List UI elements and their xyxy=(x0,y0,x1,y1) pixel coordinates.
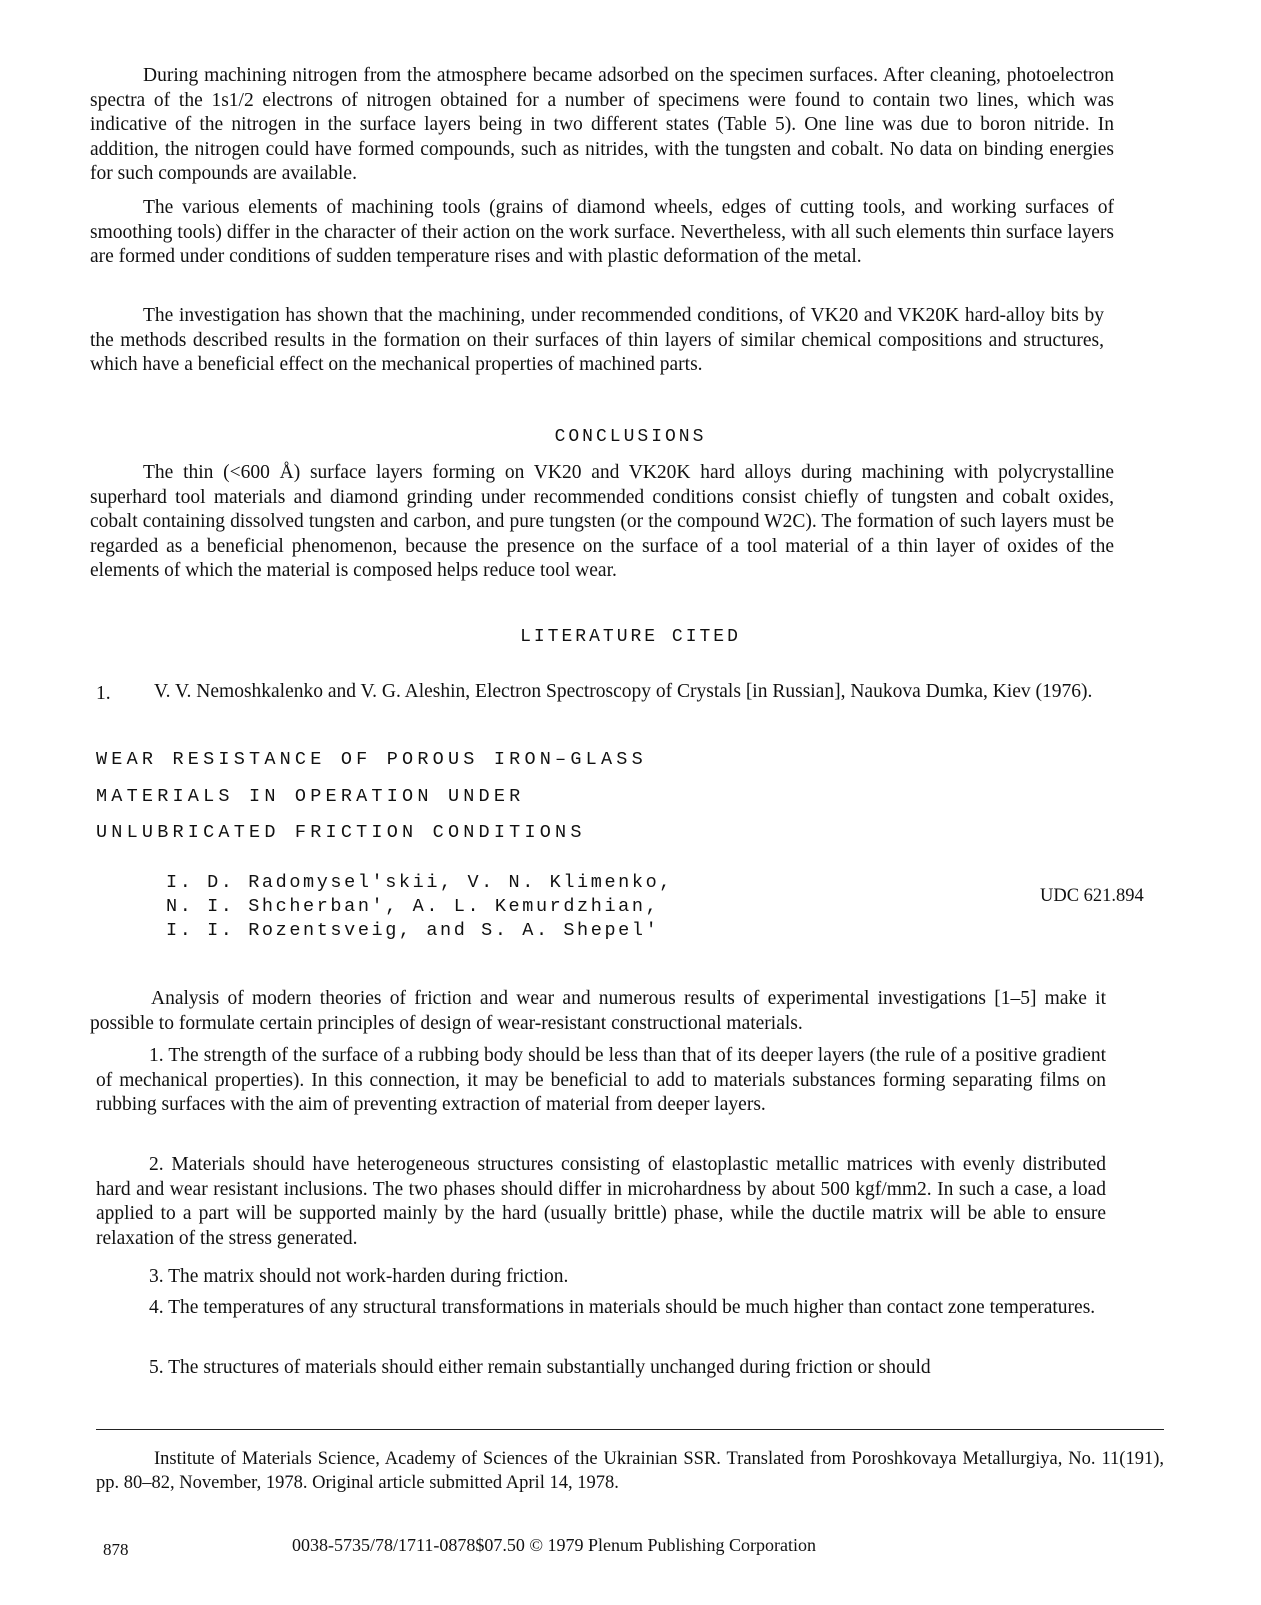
conclusions-text: The thin (<600 Å) surface layers forming on VK20 and VK20K hard alloys during machining with polycrystalline superhard tool materials and diamond grinding under recommended conditions consist chiefly of tungsten and cobalt oxides, cobalt containing dissolved tungsten and carbon, and pure tungsten (or the compound W2C). The formation of such layers must be regarded as a beneficial phenomenon, because the presence on the surface of a tool material of a thin layer of oxides of the elements of which the material is composed helps reduce tool wear. xyxy=(90,462,1114,581)
reference-text: V. V. Nemoshkalenko and V. G. Aleshin, Electron Spectroscopy of Crystals [in Russian], Naukova Dumka, Kiev (1976). xyxy=(154,681,1093,702)
literature-heading: LITERATURE CITED xyxy=(520,627,741,647)
conclusions-heading: CONCLUSIONS xyxy=(554,427,707,447)
paragraph-nitrogen: During machining nitrogen from the atmosphere became adsorbed on the specimen surfaces. After cleaning, photoelectron spectra of the 1s1/2 electrons of nitrogen obtained for a number of specimens were found to contain two lines, which was indicative of the nitrogen in the surface layers being in two different states (Table 5). One line was due to boron nitride. In addition, the nitrogen could have formed compounds, such as nitrides, with the tungsten and cobalt. No data on binding energies for such compounds are available. xyxy=(90,65,1114,184)
author-line-3: I. I. Rozentsveig, and S. A. Shepel' xyxy=(166,920,660,941)
article-title-line-3: UNLUBRICATED FRICTION CONDITIONS xyxy=(96,822,586,843)
article-intro: Analysis of modern theories of friction and wear and numerous results of experimental investigations [1–5] make it possible to formulate certain principles of design of wear-resistant constructional materials. xyxy=(90,988,1106,1034)
udc-code: UDC 621.894 xyxy=(1040,886,1144,906)
reference-number: 1. xyxy=(96,683,111,704)
article-title-line-2: MATERIALS IN OPERATION UNDER xyxy=(96,786,525,807)
footnote-rule xyxy=(96,1429,1164,1430)
price-copyright-line: 0038-5735/78/1711-0878$07.50 © 1979 Plenum Publishing Corporation xyxy=(292,1535,817,1555)
paragraph-machining-tools: The various elements of machining tools (grains of diamond wheels, edges of cutting tools, and working surfaces of smoothing tools) differ in the character of their action on the work surface. Nevertheless, with all such elements thin surface layers are formed under conditions of sudden temperature rises and with plastic deformation of the metal. xyxy=(90,197,1114,267)
paragraph-investigation: The investigation has shown that the machining, under recommended conditions, of VK20 and VK20K hard-alloy bits by the methods described results in the formation on their surfaces of thin layers of similar chemical compositions and structures, which have a beneficial effect on the mechanical properties of machined parts. xyxy=(90,305,1104,375)
principle-2: 2. Materials should have heterogeneous structures consisting of elastoplastic metallic matrices with evenly distributed hard and wear resistant inclusions. The two phases should differ in microhardness by about 500 kgf/mm2. In such a case, a load applied to a part will be supported mainly by the hard (usually brittle) phase, while the ductile matrix will be able to ensure relaxation of the stress generated. xyxy=(96,1154,1106,1249)
article-title-line-1: WEAR RESISTANCE OF POROUS IRON–GLASS xyxy=(96,749,647,770)
principle-1: 1. The strength of the surface of a rubbing body should be less than that of its deeper layers (the rule of a positive gradient of mechanical properties). In this connection, it may be beneficial to add to materials substances forming separating films on rubbing surfaces with the aim of preventing extraction of material from deeper layers. xyxy=(96,1045,1106,1115)
author-line-2: N. I. Shcherban', A. L. Kemurdzhian, xyxy=(166,896,660,917)
footnote: Institute of Materials Science, Academy of Sciences of the Ukrainian SSR. Translated from Poroshkovaya Metallurgiya, No. 11(191), pp. 80–82, November, 1978. Original article submitted April 14, 1978. xyxy=(96,1449,1164,1493)
page-number: 878 xyxy=(103,1540,129,1559)
principle-4: 4. The temperatures of any structural transformations in materials should be much higher than contact zone temperatures. xyxy=(149,1297,1096,1318)
principle-5: 5. The structures of materials should either remain substantially unchanged during friction or should xyxy=(149,1357,931,1378)
principle-3: 3. The matrix should not work-harden during friction. xyxy=(149,1266,569,1287)
author-line-1: I. D. Radomysel'skii, V. N. Klimenko, xyxy=(166,872,673,893)
